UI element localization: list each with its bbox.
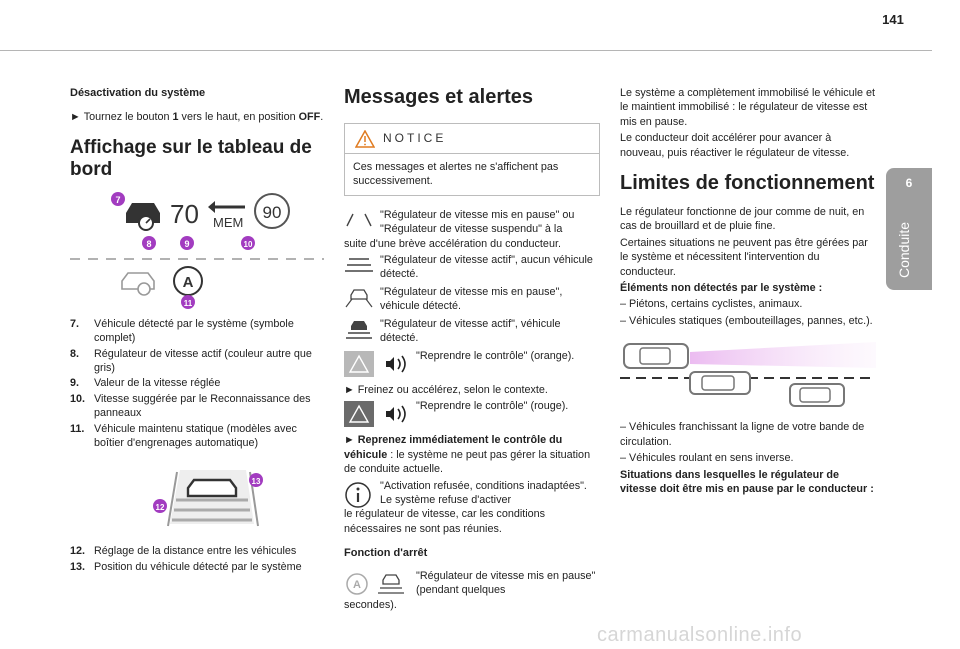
chapter-tab[interactable]: [886, 168, 932, 290]
svg-text:7: 7: [115, 194, 121, 205]
step-arrow-icon: ►: [70, 111, 81, 124]
lane-crossing-figure: [620, 338, 876, 408]
speed-limit-sign-icon: [255, 194, 289, 228]
distance-figure: [70, 466, 324, 536]
distance-legend: [70, 544, 324, 574]
message-active-no-vehicle: "Régulateur de vitesse actif", aucun véhicule détecté.: [344, 253, 600, 283]
callout-13: [249, 473, 263, 487]
message-take-control-orange: "Reprendre le contrôle" (orange).: [344, 349, 600, 379]
legend-item: 11. Véhicule maintenu statique (modèles avec boîtier d'engrenages automatique): [70, 422, 297, 450]
message-activation-refused: "Activation refusée, conditions inadaptées". Le système refuse d'activer le régulateur de vitesse, car les conditions nécessaires ne sont pas réunies.: [344, 479, 587, 535]
legend-item: 7. Véhicule détecté par le système (symbole complet): [70, 317, 294, 345]
step-brake: ► Freinez ou accélérez, selon le contexte.: [344, 384, 548, 397]
take-control-red-icon: [344, 401, 412, 427]
mem-label: MEM: [213, 214, 244, 230]
svg-text:12: 12: [155, 503, 165, 513]
limits-text-2: Certaines situations ne peuvent pas être gérées par le système et nécessitent l'intervention du conducteur.: [620, 236, 868, 278]
svg-text:10: 10: [243, 239, 253, 249]
info-icon: [344, 481, 372, 509]
svg-text:A: A: [353, 578, 361, 591]
dashboard-display-heading: Affichage sur le tableau de bord: [70, 136, 312, 180]
notice-box: [344, 123, 600, 196]
chapter-number: 6: [905, 176, 913, 190]
deactivation-step: ► Tournez le bouton 1 vers le haut, en position OFF.: [70, 111, 324, 124]
cruise-gray-icon: [122, 273, 154, 295]
oncoming-vehicle-icon: [790, 384, 844, 406]
legend-item: 12. Réglage de la distance entre les véhicules: [70, 545, 297, 558]
message-stop-paused: A "Régulateur de vitesse mis en pause" (pendant quelques secondes).: [344, 569, 596, 611]
svg-text:11: 11: [183, 298, 193, 308]
intro-text-2: Le conducteur doit accélérer pour avancer à nouveau, puis réactiver le régulateur de vitesse.: [620, 132, 850, 159]
auto-hold-icon: [174, 267, 202, 295]
detected-car-icon: [188, 480, 236, 496]
display-legend: [70, 317, 324, 451]
mem-arrow-icon: [208, 201, 245, 213]
take-control-orange-icon: [344, 351, 412, 377]
vehicle-detected-icon: [126, 203, 160, 230]
dashboard-display-figure: [70, 189, 324, 311]
column-left: [70, 86, 324, 575]
watermark: carmanualsonline.info: [597, 624, 803, 646]
notice-text: Ces messages et alertes ne s'affichent pas successivement.: [353, 161, 559, 188]
after-figure-item: – Véhicules franchissant la ligne de votre bande de circulation.: [620, 421, 865, 448]
stop-hold-icons: [344, 571, 412, 597]
step-arrow-icon: ►: [344, 434, 355, 447]
callout-7: [111, 192, 125, 206]
callout-12: [153, 499, 167, 513]
limits-heading: Limites de fonctionnement: [620, 172, 875, 195]
message-paused: "Régulateur de vitesse mis en pause" ou "Régulateur de vitesse suspendu" à la suite d'une brève accélération du conducteur.: [344, 208, 575, 250]
callout-8: [142, 236, 156, 250]
top-divider: [0, 50, 932, 51]
warning-triangle-icon: [355, 130, 375, 148]
message-active-vehicle: "Régulateur de vitesse actif", véhicule détecté.: [344, 317, 600, 347]
undetected-heading: Éléments non détectés par le système :: [620, 282, 823, 295]
message-take-control-red: "Reprendre le contrôle" (rouge).: [344, 399, 600, 429]
pause-situations-heading: Situations dans lesquelles le régulateur de vitesse doit être mis en pause par le conducteur :: [620, 468, 874, 495]
speed-limit-value: 90: [262, 202, 282, 222]
deactivation-heading: Désactivation du système: [70, 87, 206, 99]
after-figure-item: – Véhicules roulant en sens inverse.: [620, 452, 794, 465]
own-vehicle-icon: [624, 344, 688, 368]
cruise-active-icon: [344, 255, 374, 277]
notice-title: NOTICE: [383, 131, 447, 146]
svg-text:9: 9: [184, 238, 190, 249]
vehicle-outline-icon: [344, 287, 374, 309]
crossing-vehicle-icon: [690, 372, 750, 394]
vehicle-active-icon: [344, 319, 374, 341]
undetected-item: – Piétons, certains cyclistes, animaux.: [620, 298, 803, 311]
stop-function-heading: Fonction d'arrêt: [344, 547, 428, 560]
limits-text-1: Le régulateur fonctionne de jour comme de nuit, en cas de brouillard et de pluie fine.: [620, 206, 865, 233]
intro-text: Le système a complètement immobilisé le véhicule et le maintient immobilisé : le régulateur de vitesse est mis en pause.: [620, 87, 876, 128]
step-arrow-icon: ►: [344, 384, 355, 397]
message-paused-vehicle: "Régulateur de vitesse mis en pause", véhicule détecté.: [344, 285, 600, 315]
messages-heading: Messages et alertes: [344, 86, 534, 108]
callout-10: [241, 236, 255, 250]
svg-text:A: A: [182, 273, 194, 291]
svg-text:13: 13: [251, 477, 261, 487]
column-right: [620, 86, 876, 498]
chapter-label: Conduite: [896, 221, 912, 278]
undetected-item: – Véhicules statiques (embouteillages, pannes, etc.).: [620, 314, 873, 327]
svg-text:8: 8: [146, 238, 152, 249]
set-speed-value: 70: [170, 198, 199, 229]
legend-item: 13. Position du véhicule détecté par le système: [70, 560, 302, 573]
lane-lines-icon: [344, 210, 374, 230]
column-middle: [344, 86, 600, 614]
callout-9: [180, 236, 194, 250]
callout-11: [181, 295, 195, 309]
page-number: 141: [882, 12, 904, 27]
legend-item: 10. Vitesse suggérée par le Reconnaissance des panneaux: [70, 392, 311, 420]
legend-item: 9. Valeur de la vitesse réglée: [70, 377, 221, 390]
legend-item: 8. Régulateur de vitesse actif (couleur autre que gris): [70, 347, 312, 375]
step-take-control: ► Reprenez immédiatement le contrôle du véhicule : le système ne peut pas gérer la situation de conduite actuelle.: [344, 434, 591, 476]
